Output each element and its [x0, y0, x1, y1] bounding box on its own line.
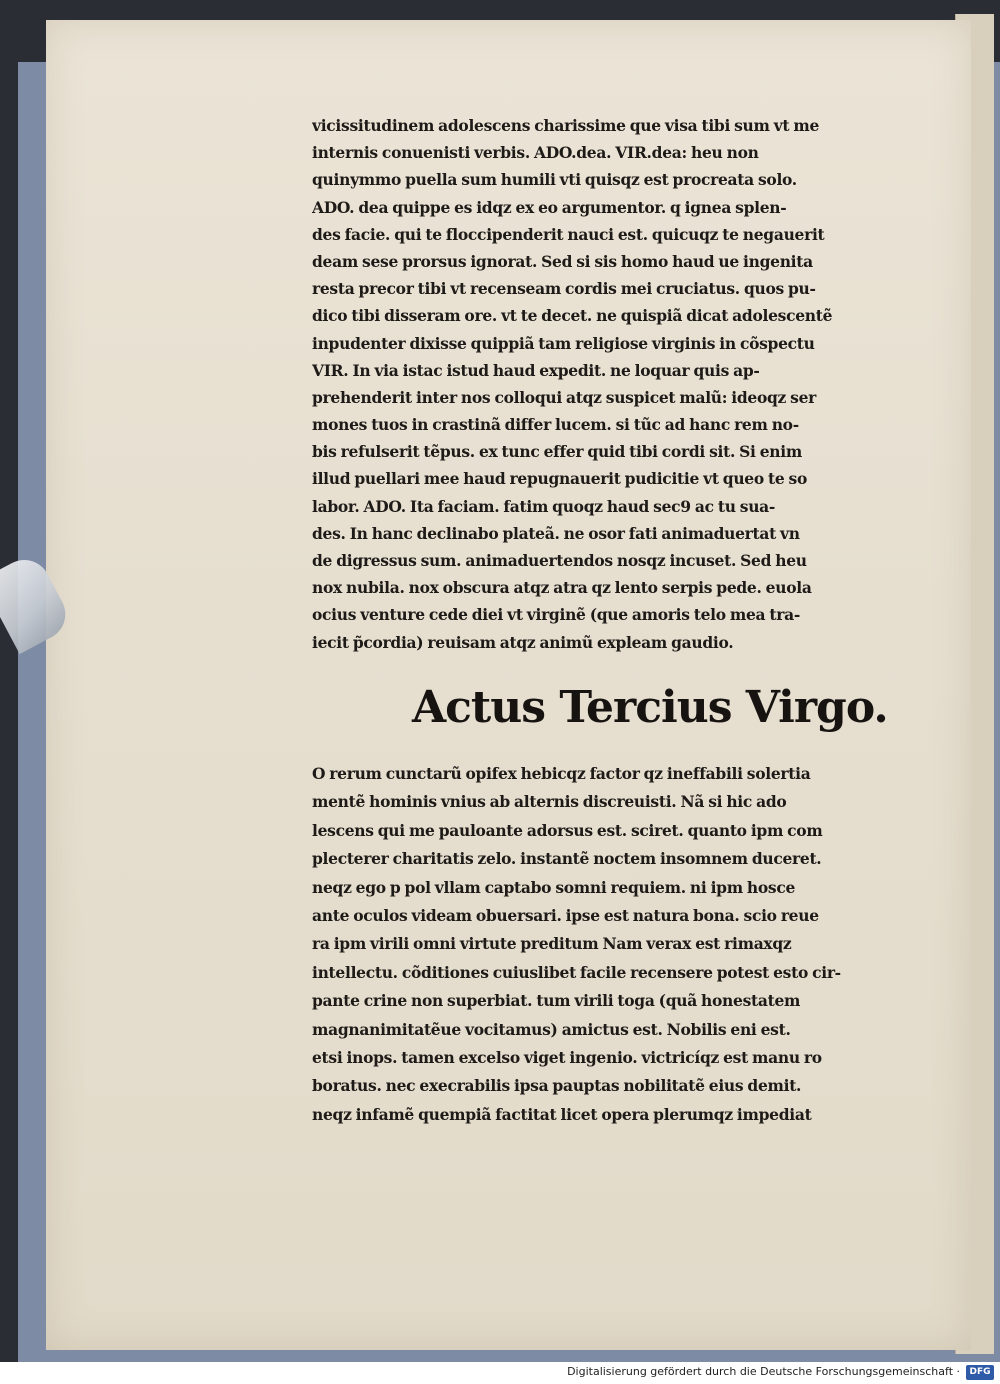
text-line: mones tuos in crastinã differ lucem. si tũc ad hanc rem no- [312, 415, 799, 435]
text-line: des facie. qui te floccipenderit nauci est. quicuqz te negauerit [312, 224, 825, 244]
text-line: VIR. In via istac istud haud expedit. ne loquar quis ap- [312, 360, 760, 380]
text-line: boratus. nec execrabilis ipsa pauptas nobilitatẽ eius demit. [312, 1076, 802, 1096]
text-line: iecit p̃cordia) reuisam atqz animũ expleam gaudio. [312, 632, 734, 652]
text-line: nox nubila. nox obscura atqz atra qz lento serpis pede. euola [312, 578, 812, 598]
text-line: magnanimitatẽue vocitamus) amictus est. Nobilis eni est. [312, 1019, 791, 1039]
dfg-logo-icon: DFG [966, 1365, 994, 1380]
text-line: vicissitudinem adolescens charissime que visa tibi sum vt me [312, 116, 820, 135]
text-line: inpudenter dixisse quippiã tam religiose virginis in cõspectu [312, 333, 815, 353]
text-line: neqz infamẽ quempiã factitat licet opera plerumqz impediat [312, 1104, 812, 1124]
text-line: ra ipm virili omni virtute preditum Nam verax est rimaxqz [312, 934, 792, 954]
text-line: deam sese prorsus ignorat. Sed si sis homo haud ue ingenita [312, 251, 813, 271]
text-line: etsi inops. tamen excelso viget ingenio. victricíqz est manu ro [312, 1047, 822, 1067]
text-line: mentẽ hominis vnius ab alternis discreuisti. Nã si hic ado [312, 792, 787, 812]
text-line: des. In hanc declinabo plateã. ne osor fati animaduertat vn [312, 523, 800, 543]
text-line: pante crine non superbiat. tum virili toga (quã honestatem [312, 991, 801, 1011]
text-block-upper [312, 112, 912, 656]
text-line: O rerum cunctarũ opifex hebicqz factor qz ineffabili solertia [312, 764, 811, 783]
footer-bar [0, 1362, 1000, 1384]
text-line: dico tibi disseram ore. vt te decet. ne quispiã dicat adolescentẽ [312, 306, 833, 326]
text-line: bis refulserit tẽpus. ex tunc effer quid tibi cordi sit. Si enim [312, 442, 802, 462]
text-line: illud puellari mee haud repugnauerit pudicitie vt queo te so [312, 469, 807, 489]
text-line: ADO. dea quippe es idqz ex eo argumentor. q ignea splen- [312, 197, 787, 217]
text-line: resta precor tibi vt recenseam cordis mei cruciatus. quos pu- [312, 279, 816, 299]
text-line: prehenderit inter nos colloqui atqz suspicet malũ: ideoqz ser [312, 387, 817, 407]
text-line: internis conuenisti verbis. ADO.dea. VIR.dea: heu non [312, 143, 759, 163]
text-line: neqz ego p pol vllam captabo somni requiem. ni ipm hosce [312, 877, 796, 897]
text-block-lower [312, 760, 912, 1129]
text-line: intellectu. cõditiones cuiuslibet facile recensere potest esto cir- [312, 962, 841, 982]
text-line: plecterer charitatis zelo. instantẽ noctem insomnem duceret. [312, 849, 822, 869]
text-line: ante oculos videam obuersari. ipse est natura bona. scio reue [312, 905, 819, 925]
text-line: ocius venture cede diei vt virginẽ (que amoris telo mea tra- [312, 605, 800, 625]
act-heading: Actus Tercius Virgo. [412, 682, 888, 733]
text-line: labor. ADO. Ita faciam. fatim quoqz haud sec9 ac tu sua- [312, 496, 776, 516]
funding-credit: Digitalisierung gefördert durch die Deutsche Forschungsgemeinschaft · [567, 1365, 960, 1378]
text-line: quinymmo puella sum humili vti quisqz est procreata solo. [312, 170, 797, 190]
text-line: lescens qui me pauloante adorsus est. sciret. quanto ipm com [312, 820, 823, 840]
text-line: de digressus sum. animaduertendos nosqz incuset. Sed heu [312, 551, 807, 570]
